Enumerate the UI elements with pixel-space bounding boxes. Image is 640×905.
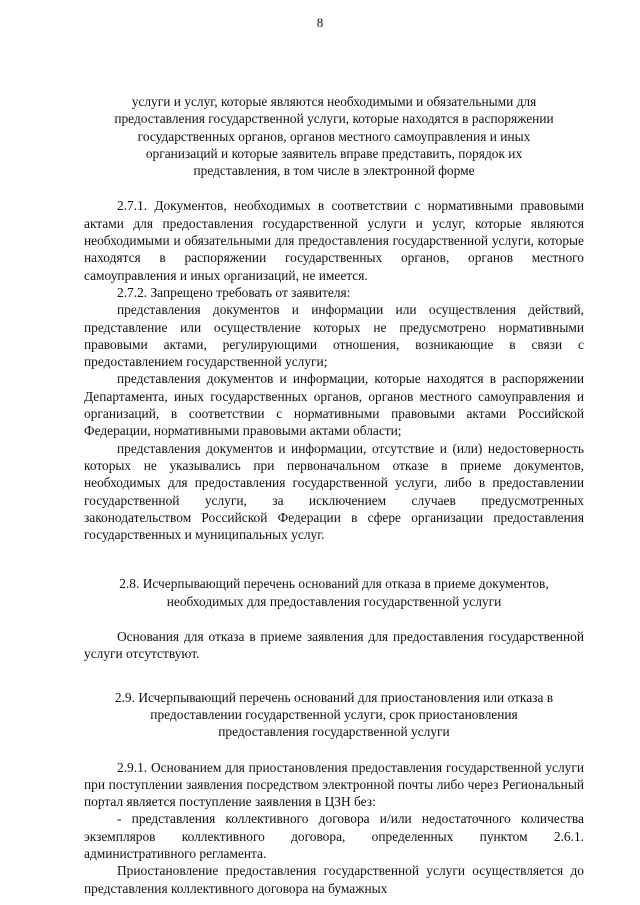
paragraph-2-7-1: 2.7.1. Документов, необходимых в соответствии с нормативными правовыми актами для предоставления государственной услуги и услуг, которые являются необходимыми и обязательными для предоставления государственной услуги, которые находятся в распоряжении государственных органов, органов местного самоуправления и иных организаций, не имеется. bbox=[84, 198, 584, 283]
heading-line: государственных органов, органов местного самоуправления и иных bbox=[137, 128, 531, 144]
heading-line: предоставлении государственной услуги, срок приостановления bbox=[150, 706, 518, 722]
paragraph-2-8-grounds: Основания для отказа в приеме заявления для предоставления государственной услуги отсутствуют. bbox=[84, 629, 584, 662]
paragraph-prohibition-3: представления документов и информации, отсутствие и (или) недостоверность которых не указывались при первоначальном отказе в приеме документов, необходимых для предоставления государственной услуги, либо в предоставлении государственной услуги, за исключением случаев предусмотренных законодательством Российской Федерации в сфере организации предоставления государственных и муниципальных услуг. bbox=[84, 440, 584, 543]
heading-line: предоставления государственной услуги bbox=[218, 724, 450, 740]
paragraph-2-9-1: 2.9.1. Основанием для приостановления предоставления государственной услуги при поступлении заявления посредством электронной почты либо через Региональный портал является поступление заявления в ЦЗН без: bbox=[84, 759, 584, 810]
document-body bbox=[84, 93, 584, 897]
paragraph-prohibition-2: представления документов и информации, которые находятся в распоряжении Департамента, иных государственных органов, органов местного самоуправления и организаций, в соответствии с нормативными правовыми актами Российской Федерации, нормативными правовыми актами области; bbox=[84, 371, 584, 439]
heading-line: организаций и которые заявитель вправе представить, порядок их bbox=[145, 145, 523, 161]
paragraph-prohibition-1: представления документов и информации или осуществления действий, представление или осуществление которых не предусмотрено нормативными правовыми актами, регулирующими отношения, возникающие в связи с предоставлением государственной услуги; bbox=[84, 302, 584, 370]
section-heading-2-8 bbox=[84, 575, 584, 610]
heading-line: предоставления государственной услуги, которые находятся в распоряжении bbox=[114, 111, 554, 127]
heading-line: представления, в том числе в электронной форме bbox=[193, 163, 475, 179]
section-heading-services bbox=[84, 93, 584, 179]
paragraph-bullet-contract: - представления коллективного договора и/или недостаточного количества экземпляров коллективного договора, определенных пунктом 2.6.1. административного регламента. bbox=[84, 811, 584, 861]
heading-line: необходимых для предоставления государственной услуги bbox=[166, 593, 502, 609]
paragraph-suspension: Приостановление предоставления государственной услуги осуществляется до представления коллективного договора на бумажных bbox=[84, 863, 584, 896]
page-number: 8 bbox=[316, 15, 324, 30]
heading-line: 2.8. Исчерпывающий перечень оснований для отказа в приеме документов, bbox=[119, 576, 549, 592]
heading-line: услуги и услуг, которые являются необходимыми и обязательными для bbox=[131, 94, 537, 109]
heading-line: 2.9. Исчерпывающий перечень оснований для приостановления или отказа в bbox=[114, 689, 554, 705]
section-heading-2-9 bbox=[84, 689, 584, 741]
paragraph-2-7-2: 2.7.2. Запрещено требовать от заявителя: bbox=[117, 284, 351, 300]
